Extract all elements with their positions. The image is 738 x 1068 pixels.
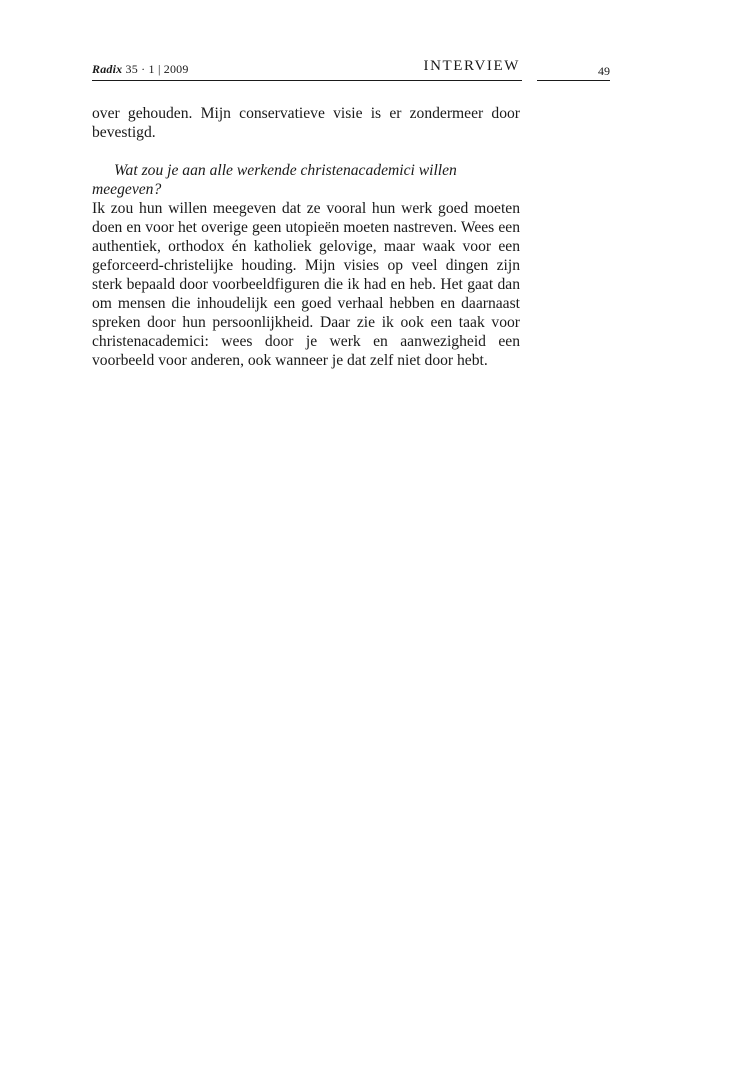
journal-name: Radix — [92, 62, 123, 76]
section-title: INTERVIEW — [423, 58, 520, 74]
page-number-rule — [537, 58, 610, 81]
continued-paragraph: over gehouden. Mijn conservatieve visie is er zondermeer door bevestigd. — [92, 105, 520, 141]
journal-citation — [92, 62, 189, 77]
interview-answer: Ik zou hun willen meegeven dat ze vooral hun werk goed moeten doen en voor het overige geen utopieën moeten nastreven. Wees een authentiek, orthodox én katholiek gelovige, maar waak voor een geforceerd-christelijke houding. Mijn visies op veel dingen zijn sterk bepaald door voorbeeldfiguren die ik had en heb. Het gaat dan om mensen die inhoudelijk een goed verhaal hebben en daarnaast spreken door hun persoonlijkheid. Daar zie ik ook een taak voor christenacademici: wees door je werk en aanwezigheid een voorbeeld voor anderen, ook wanneer je dat zelf niet door hebt. — [92, 200, 520, 369]
article-body — [92, 104, 520, 370]
interview-question: Wat zou je aan alle werkende christenacademici willen meegeven? — [92, 162, 457, 198]
running-header — [92, 58, 522, 81]
journal-issue: 35 · 1 | 2009 — [125, 62, 189, 76]
page-number: 49 — [598, 64, 610, 78]
